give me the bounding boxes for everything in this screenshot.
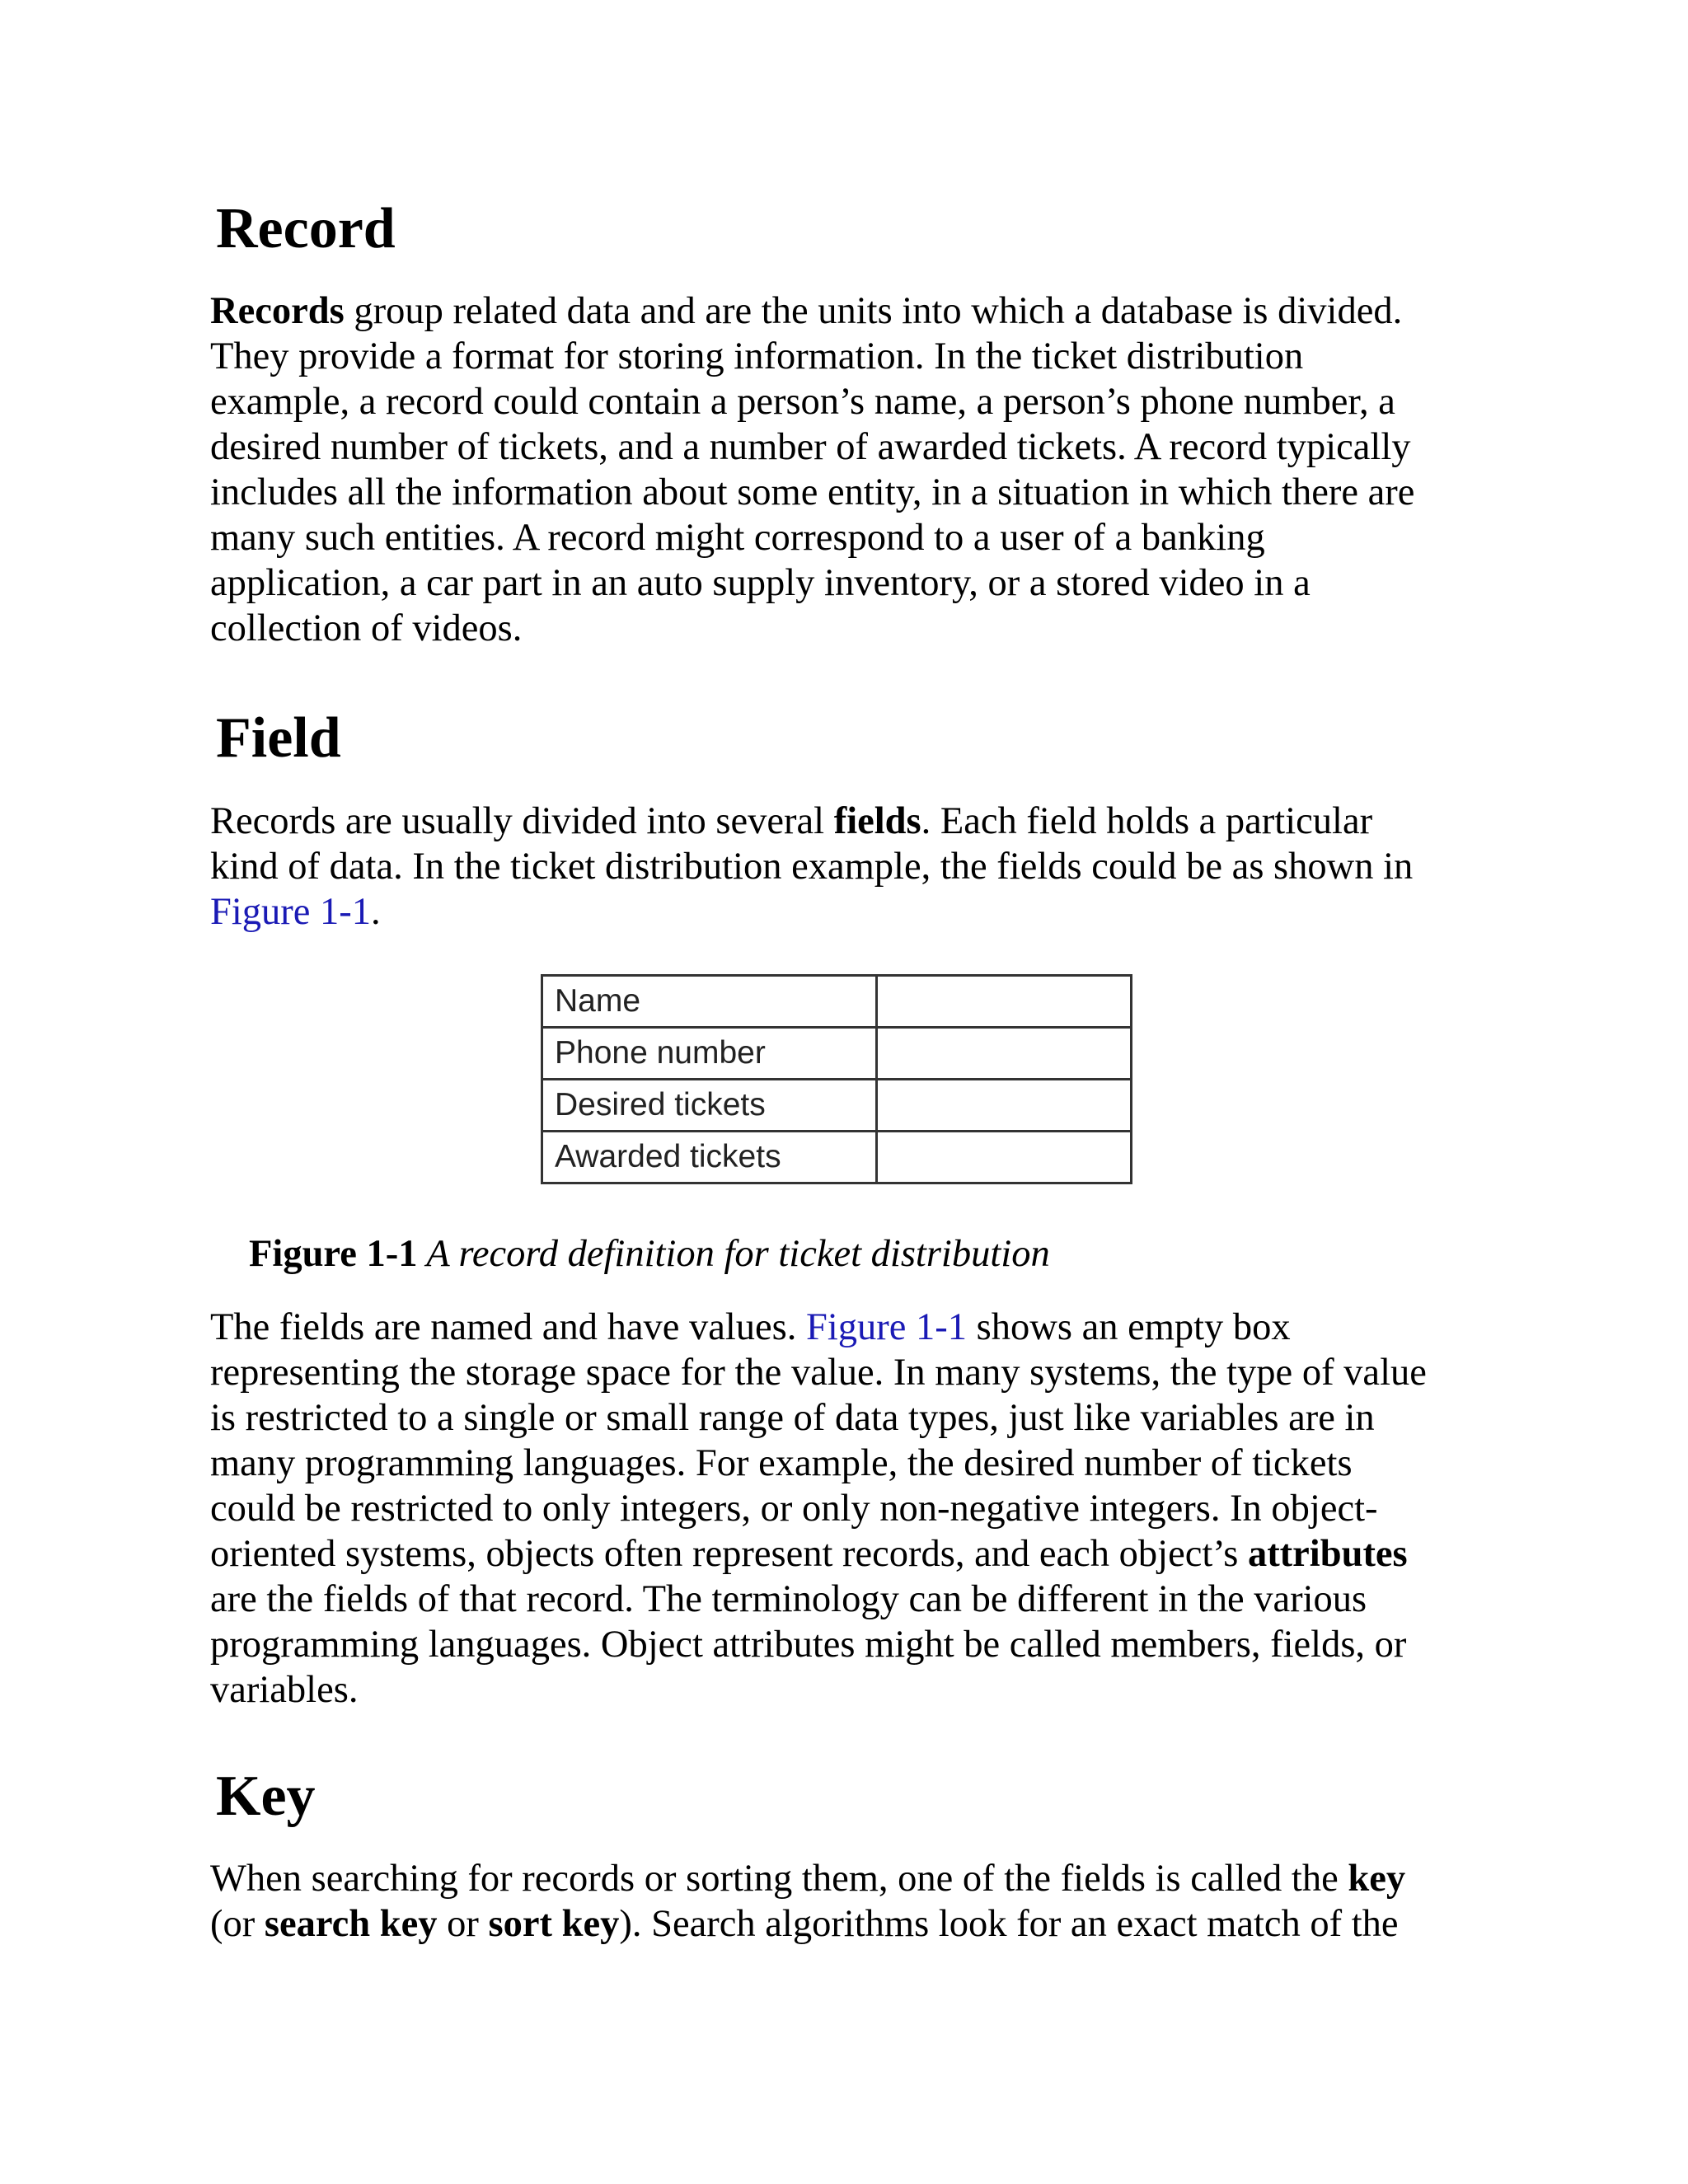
field-paragraph-2 <box>210 1305 1427 1713</box>
field-label-name: Name <box>542 976 877 1028</box>
field-p2-line-3: is restricted to a single or small range of data types, just like variables are in <box>210 1397 1375 1439</box>
key-heading: Key <box>216 1765 316 1828</box>
figure-1-1-link[interactable]: Figure 1-1 <box>806 1306 968 1348</box>
term-attributes: attributes <box>1247 1533 1408 1575</box>
field-value-box <box>877 1132 1132 1183</box>
record-heading: Record <box>216 197 396 260</box>
field-value-box <box>877 1028 1132 1080</box>
table-row <box>542 1080 1132 1132</box>
table-row <box>542 976 1132 1028</box>
term-key: key <box>1348 1858 1406 1900</box>
record-line-3: example, a record could contain a person’s name, a person’s phone number, a <box>210 381 1395 423</box>
record-definition-table <box>541 974 1132 1184</box>
field-p2-line-6: oriented systems, objects often represent records, and each object’s attributes <box>210 1533 1408 1575</box>
term-records: Records <box>210 290 345 332</box>
record-line-2: They provide a format for storing information. In the ticket distribution <box>210 335 1304 377</box>
term-fields: fields <box>833 800 921 842</box>
field-value-box <box>877 976 1132 1028</box>
field-paragraph-1 <box>210 799 1413 935</box>
field-p2-line-2: representing the storage space for the value. In many systems, the type of value <box>210 1352 1427 1394</box>
term-search-key: search key <box>264 1903 438 1945</box>
field-line-1: Records are usually divided into several fields. Each field holds a particular <box>210 800 1373 842</box>
key-line-2: (or search key or sort key). Search algorithms look for an exact match of the <box>210 1903 1399 1945</box>
field-label-awarded-tickets: Awarded tickets <box>542 1132 877 1183</box>
table-row <box>542 1028 1132 1080</box>
field-line-2: kind of data. In the ticket distribution example, the fields could be as shown in <box>210 846 1414 888</box>
record-line-8: collection of videos. <box>210 607 523 649</box>
key-line-1: When searching for records or sorting them, one of the fields is called the key <box>210 1858 1406 1900</box>
key-paragraph <box>210 1856 1405 1947</box>
record-line-5: includes all the information about some entity, in a situation in which there are <box>210 471 1415 513</box>
record-paragraph <box>210 288 1414 651</box>
field-value-box <box>877 1080 1132 1132</box>
field-p2-line-4: many programming languages. For example, the desired number of tickets <box>210 1442 1353 1484</box>
figure-caption-label: Figure 1-1 <box>249 1233 418 1275</box>
record-line-4: desired number of tickets, and a number of awarded tickets. A record typically <box>210 426 1411 468</box>
field-line-3: Figure 1-1. <box>210 891 381 933</box>
field-p2-line-9: variables. <box>210 1669 359 1711</box>
figure-caption-text: A record definition for ticket distribution <box>417 1233 1050 1275</box>
field-p2-line-8: programming languages. Object attributes might be called members, fields, or <box>210 1624 1407 1666</box>
record-line-6: many such entities. A record might correspond to a user of a banking <box>210 517 1265 559</box>
field-p2-line-5: could be restricted to only integers, or only non-negative integers. In object- <box>210 1488 1378 1530</box>
record-line-1: Records group related data and are the units into which a database is divided. <box>210 290 1403 332</box>
term-sort-key: sort key <box>488 1903 620 1945</box>
field-heading: Field <box>216 706 341 770</box>
field-label-desired-tickets: Desired tickets <box>542 1080 877 1132</box>
figure-1-1-link[interactable]: Figure 1-1 <box>210 891 372 933</box>
figure-caption <box>249 1231 1050 1277</box>
field-p2-line-7: are the fields of that record. The terminology can be different in the various <box>210 1578 1367 1620</box>
table-row <box>542 1132 1132 1183</box>
field-p2-line-1: The fields are named and have values. Figure 1-1 shows an empty box <box>210 1306 1291 1348</box>
record-line-7: application, a car part in an auto supply inventory, or a stored video in a <box>210 562 1311 604</box>
field-label-phone-number: Phone number <box>542 1028 877 1080</box>
